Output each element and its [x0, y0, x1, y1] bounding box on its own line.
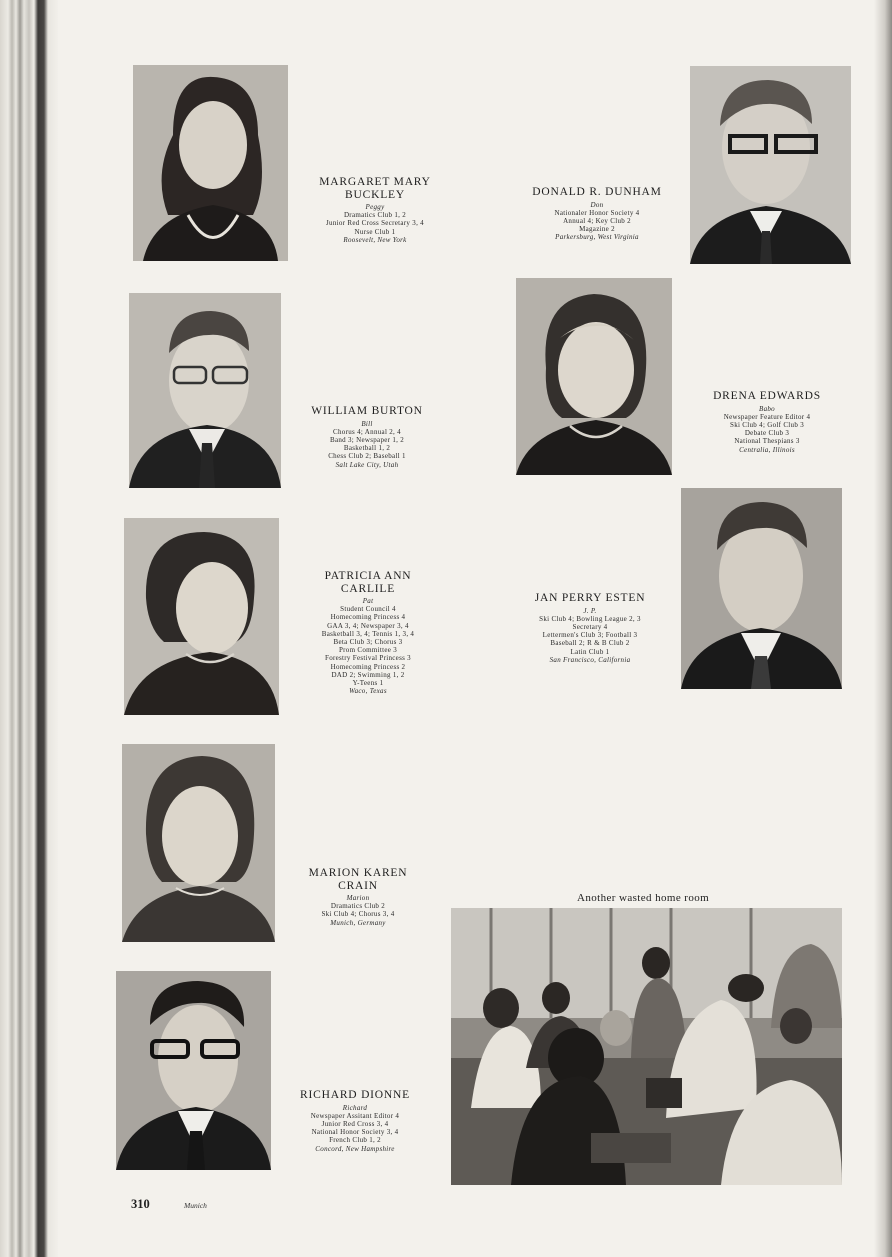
activity-line: Junior Red Cross 3, 4: [321, 1119, 389, 1128]
student-hometown: Parkersburg, West Virginia: [555, 233, 639, 242]
candid-homeroom-photo: [451, 908, 842, 1185]
activity-line: Chorus 4; Annual 2, 4: [333, 427, 401, 436]
student-name: BUCKLEY: [345, 188, 405, 201]
student-entry-burton: [286, 405, 448, 469]
activity-line: Homecoming Princess 2: [330, 662, 406, 671]
student-nickname: Babo: [759, 404, 775, 413]
student-nickname: J. P.: [583, 606, 597, 615]
activity-line: Band 3; Newspaper 1, 2: [329, 435, 405, 444]
activity-line: Dramatics Club 2: [330, 902, 386, 911]
student-entry-crain: [277, 867, 439, 927]
student-hometown: Concord, New Hampshire: [315, 1144, 395, 1153]
student-entry-esten: [509, 592, 671, 664]
student-entry-dunham: [516, 186, 678, 242]
student-entry-carlile: [287, 570, 449, 695]
activity-line: Y-Teens 1: [352, 679, 384, 688]
student-name: CRAIN: [338, 879, 378, 892]
activity-line: DAD 2; Swimming 1, 2: [331, 670, 405, 679]
student-name: PATRICIA ANN: [324, 570, 412, 582]
portrait-photo-carlile: [124, 518, 279, 715]
student-name: MARION KAREN: [308, 867, 408, 879]
activity-line: National Thespians 3: [734, 437, 800, 446]
portrait-photo-dionne: [116, 971, 271, 1170]
student-entry-dionne: [274, 1089, 436, 1153]
activity-line: Dramatics Club 1, 2: [343, 211, 407, 220]
student-name: DRENA EDWARDS: [713, 390, 821, 402]
portrait-photo-crain: [122, 744, 275, 942]
student-hometown: Waco, Texas: [349, 687, 387, 696]
activity-line: Junior Red Cross Secretary 3, 4: [326, 219, 424, 228]
activity-line: Nurse Club 1: [354, 227, 396, 236]
activity-line: Forestry Festival Princess 3: [325, 654, 411, 663]
activity-line: Latin Club 1: [570, 647, 610, 656]
page-edge-shadow: [874, 0, 892, 1257]
portrait-photo-edwards: [516, 278, 672, 475]
activity-line: Debate Club 3: [744, 429, 790, 438]
student-hometown: San Francisco, California: [549, 655, 631, 664]
activity-line: Lettermen's Club 3; Football 3: [542, 631, 638, 640]
student-entry-edwards: [686, 390, 848, 454]
activity-line: Basketball 1, 2: [343, 444, 391, 453]
student-entry-buckley: [294, 176, 456, 244]
page-number: 310: [131, 1197, 150, 1211]
activity-line: Nationaler Honor Society 4: [554, 208, 640, 217]
activity-line: Homecoming Princess 4: [330, 613, 406, 622]
student-name: MARGARET MARY: [319, 176, 431, 188]
activity-line: Basketball 3, 4; Tennis 1, 3, 4: [321, 629, 415, 638]
student-nickname: Bill: [361, 419, 373, 428]
student-name: RICHARD DIONNE: [300, 1089, 410, 1101]
activity-line: National Honor Society 3, 4: [311, 1128, 399, 1137]
student-nickname: Pat: [362, 597, 374, 605]
student-hometown: Munich, Germany: [330, 918, 386, 927]
student-hometown: Salt Lake City, Utah: [335, 460, 399, 469]
activity-line: Ski Club 4; Chorus 3, 4: [321, 910, 395, 919]
portrait-photo-buckley: [133, 65, 288, 261]
activity-line: Beta Club 3; Chorus 3: [333, 638, 403, 647]
activity-line: Secretary 4: [572, 622, 608, 631]
student-name: WILLIAM BURTON: [311, 405, 423, 417]
book-binding: [0, 0, 58, 1257]
activity-line: Newspaper Assitant Editor 4: [310, 1111, 400, 1120]
activity-line: Prom Committee 3: [338, 646, 398, 655]
portrait-photo-esten: [681, 488, 842, 689]
activity-line: Student Council 4: [340, 605, 396, 614]
activity-line: Magazine 2: [579, 225, 615, 234]
student-name: DONALD R. DUNHAM: [532, 186, 662, 198]
student-name: JAN PERRY ESTEN: [534, 592, 646, 604]
portrait-photo-dunham: [690, 66, 851, 264]
footer-school-name: Munich: [184, 1201, 207, 1210]
candid-caption: Another wasted home room: [577, 892, 710, 904]
student-hometown: Roosevelt, New York: [343, 235, 407, 244]
activity-line: Ski Club 4; Golf Club 3: [730, 420, 804, 429]
student-name: CARLILE: [340, 582, 396, 595]
student-nickname: Richard: [342, 1103, 368, 1112]
student-hometown: Centralia, Illinois: [739, 445, 795, 454]
student-nickname: Peggy: [365, 203, 385, 211]
activity-line: French Club 1, 2: [329, 1136, 381, 1145]
activity-line: Chess Club 2; Baseball 1: [328, 452, 406, 461]
portrait-photo-burton: [129, 293, 281, 488]
activity-line: Baseball 2; R & B Club 2: [550, 639, 630, 648]
activity-line: Annual 4; Key Club 2: [563, 216, 631, 225]
student-nickname: Don: [590, 200, 604, 209]
activity-line: Ski Club 4; Bowling League 2, 3: [539, 614, 641, 623]
activity-line: Newspaper Feature Editor 4: [723, 412, 811, 421]
activity-line: GAA 3, 4; Newspaper 3, 4: [327, 621, 409, 630]
student-nickname: Marion: [346, 894, 370, 902]
